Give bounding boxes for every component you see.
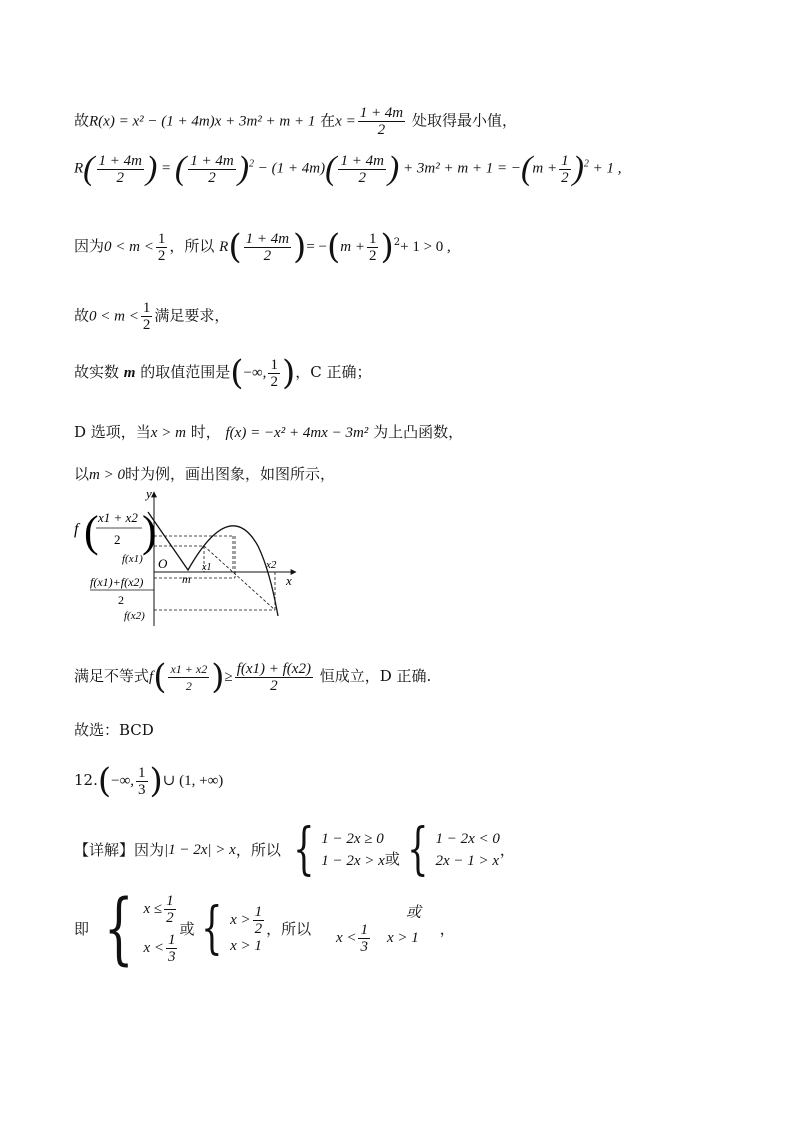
ineq-2: 0 < m < bbox=[89, 308, 139, 325]
origin-label: O bbox=[158, 556, 168, 571]
text-real: 故实数 bbox=[74, 363, 120, 381]
text-satisfy: 满足要求， bbox=[154, 306, 230, 325]
avg-den: 2 bbox=[118, 593, 124, 607]
y-label: y bbox=[146, 486, 152, 501]
svg-text:(: ( bbox=[84, 507, 99, 556]
function-graph bbox=[70, 486, 310, 636]
text-detail: 【详解】因为 bbox=[74, 841, 165, 859]
text-gu-2: 故 bbox=[74, 306, 90, 325]
m-label: m bbox=[182, 572, 191, 586]
text-concave: 为上凸函数， bbox=[373, 423, 464, 441]
text-shi: 时， bbox=[190, 423, 221, 441]
R-symbol: R bbox=[74, 160, 84, 177]
f-expr: f(x) = −x² + 4mx − 3m² bbox=[225, 425, 369, 441]
comma-2: ， bbox=[439, 920, 455, 938]
frac-1: $\frac{1 + 4m}{2}$ bbox=[359, 105, 404, 138]
end-3: + 1 > 0 , bbox=[400, 239, 451, 255]
line-1 bbox=[74, 105, 517, 138]
line-6 bbox=[74, 422, 463, 443]
avg-num: f(x1)+f(x2) bbox=[90, 575, 144, 589]
rest-term: + 3m² + m + 1 = − bbox=[403, 160, 522, 177]
text-d-option: D 选项，当 bbox=[74, 423, 151, 441]
svg-text:): ) bbox=[142, 507, 157, 556]
neg-inf: −∞, bbox=[243, 365, 267, 381]
line-11: 【详解】因为|1 − 2x| > x，所以 { 1 − 2x ≥ 0 1 − 2x > x 或 { 1 − 2x < 0 2x − 1 > x ， bbox=[74, 817, 515, 882]
R-symbol-2: R bbox=[219, 239, 229, 255]
neg-inf-2: −∞, bbox=[111, 773, 135, 789]
text-answer: 故选：BCD bbox=[74, 721, 154, 739]
text-inequality: 满足不等式 bbox=[74, 667, 150, 685]
text-zai: 在 bbox=[320, 111, 336, 130]
text-yi: 以 bbox=[74, 465, 90, 483]
text-suoyi-2: ，所以 bbox=[235, 841, 281, 859]
curve bbox=[148, 512, 278, 616]
line-4: 故0 < m < $\frac{1}{2}$ 满足要求， bbox=[74, 300, 230, 333]
eq: = bbox=[161, 160, 172, 177]
abs-ineq: |1 − 2x| > x bbox=[164, 842, 236, 858]
text-suoyi-3: ，所以 bbox=[266, 920, 312, 938]
text-or: 或 bbox=[384, 850, 400, 868]
sys1-a: 1 − 2x ≥ 0 bbox=[321, 831, 384, 847]
line-5: 故实数 m 的取值范围是(−∞, $\frac{1}{2}$ )，C 正确； bbox=[74, 353, 372, 393]
text-range: 的取值范围是 bbox=[140, 363, 231, 381]
text-draw: 时为例，画出图象，如图所示， bbox=[124, 465, 335, 483]
line-7 bbox=[74, 464, 335, 485]
x-label: x bbox=[286, 573, 292, 588]
fmid-num: x1 + x2 bbox=[98, 510, 138, 525]
minus-term: − (1 + 4m) bbox=[257, 160, 326, 177]
text-or-2: 或 bbox=[179, 920, 195, 938]
fmid-f: f bbox=[74, 521, 79, 538]
expr-R: R(x) = x² − (1 + 4m)x + 3m² + m + 1 bbox=[89, 113, 316, 130]
cond-m-gt-0: m > 0 bbox=[89, 467, 125, 483]
question-number: 12. bbox=[74, 771, 98, 789]
comma: ， bbox=[499, 841, 515, 859]
text-gu: 故 bbox=[74, 111, 90, 130]
line-3: 因为0 < m < $\frac{1}{2}$ ，所以 R( $\frac{1 + 4m}{2}$ )= −(m + $\frac{1}{2}$ )$^2$+ 1 > 0 , bbox=[74, 227, 451, 267]
eq-3: = − bbox=[306, 239, 327, 255]
end-term: + 1 , bbox=[592, 160, 622, 177]
text-ji: 即 bbox=[74, 920, 90, 938]
ge-sign: ≥ bbox=[224, 669, 233, 685]
union-part: ∪ (1, +∞) bbox=[162, 773, 224, 789]
x-eq: x = bbox=[335, 113, 356, 130]
fx2-label: f(x2) bbox=[124, 610, 145, 622]
fmid-den: 2 bbox=[114, 532, 121, 547]
line-2: R( $\frac{1 + 4m}{2}$ ) = ( $\frac{1 + 4m}{2}$ )$^2$ − (1 + 4m)( $\frac{1 + 4m}{2}$ ) + 3m² + m + 1 = −(m + $\frac{1}{2}$ )$^2$ + 1 , bbox=[74, 150, 622, 187]
text-min: 处取得最小值， bbox=[411, 111, 517, 130]
text-yinwei: 因为 bbox=[74, 237, 105, 255]
x2-label: x2 bbox=[266, 559, 277, 571]
ineq: 0 < m < bbox=[104, 239, 154, 255]
line-9 bbox=[74, 720, 154, 740]
fx1-label: f(x1) bbox=[122, 553, 143, 565]
sys2-b: 2x − 1 > x bbox=[435, 853, 500, 869]
line-8: 满足不等式f( $\frac{x1 + x2}{2}$ )≥ $\frac{f(x1) + f(x2)}{2}$ 恒成立，D 正确. bbox=[74, 657, 432, 697]
x1-label: x1 bbox=[202, 562, 212, 573]
f-symbol: f bbox=[149, 669, 154, 685]
m-var: m bbox=[123, 365, 136, 381]
text-suoyi: ，所以 bbox=[169, 237, 215, 255]
text-or-3: 或 bbox=[405, 904, 421, 921]
text-d-correct: 恒成立，D 正确. bbox=[319, 667, 432, 685]
text-c-correct: ，C 正确； bbox=[295, 363, 372, 381]
line-10: 12.(−∞, $\frac{1}{3}$ )∪ (1, +∞) bbox=[74, 761, 224, 801]
sys1-b: 1 − 2x > x bbox=[321, 853, 385, 869]
line-12: 即 { x ≤ $\frac{1}{2}$ x < $\frac{1}{3}$ 或 { x > $\frac{1}{2}$ x > 1 ，所以 或 x < $\frac{1}{3}$ x > 1 ， bbox=[74, 884, 455, 974]
sys2-a: 1 − 2x < 0 bbox=[435, 831, 500, 847]
cond-x-gt-m: x > m bbox=[150, 425, 186, 441]
